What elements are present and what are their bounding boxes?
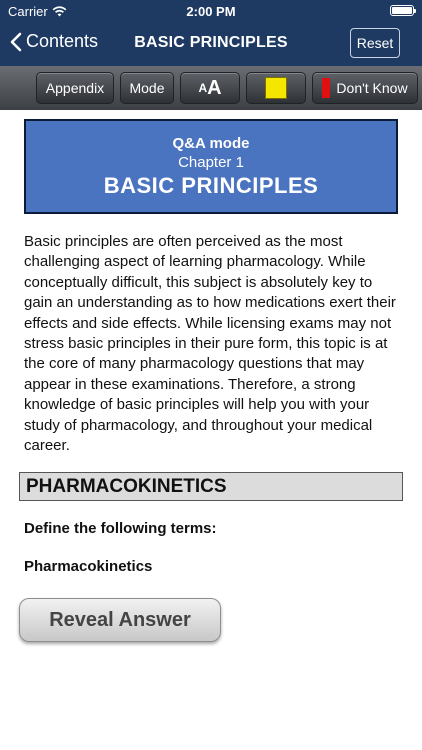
chapter-mode: Q&A mode (172, 135, 250, 152)
chapter-number: Chapter 1 (178, 154, 244, 171)
note-button[interactable] (246, 72, 306, 104)
section-heading: PHARMACOKINETICS (19, 472, 403, 501)
nav-title: BASIC PRINCIPLES (134, 34, 288, 51)
red-marker-icon (322, 78, 330, 98)
chapter-title: BASIC PRINCIPLES (103, 173, 319, 198)
chapter-header (24, 119, 398, 214)
yellow-note-icon (265, 77, 287, 99)
battery-icon (390, 5, 414, 16)
top-bar (0, 0, 422, 66)
dont-know-button[interactable] (312, 72, 418, 104)
appendix-button[interactable]: Appendix (36, 72, 114, 104)
back-button-label: Contents (26, 31, 99, 51)
status-time: 2:00 PM (186, 4, 236, 19)
dont-know-label: Don't Know (336, 80, 408, 96)
mode-button[interactable]: Mode (120, 72, 174, 104)
toolbar (0, 66, 422, 110)
status-bar (0, 0, 422, 22)
reveal-answer-button[interactable]: Reveal Answer (19, 598, 221, 642)
intro-paragraph: Basic principles are often perceived as the most challenging aspect of learning pharmacology. While conceptually difficult, this subject is absolutely key to gain an understanding as to how medications exert their effects and side effects. While licensing exams may not stress basic principles in their pure form, this topic is at the core of many pharmacology questions that may appear in these examinations. Therefore, a strong knowledge of basic principles will help you with your study of pharmacology, and throughout your medical career. (24, 233, 396, 455)
carrier-label: Carrier (8, 4, 48, 19)
reset-button[interactable]: Reset (350, 28, 400, 58)
question-prompt: Define the following terms: (24, 520, 217, 537)
question-term: Pharmacokinetics (24, 558, 153, 575)
font-size-button[interactable] (180, 72, 240, 104)
navigation-bar (0, 22, 422, 66)
font-size-large-glyph: A (207, 76, 222, 99)
font-size-small-glyph: A (198, 81, 208, 95)
